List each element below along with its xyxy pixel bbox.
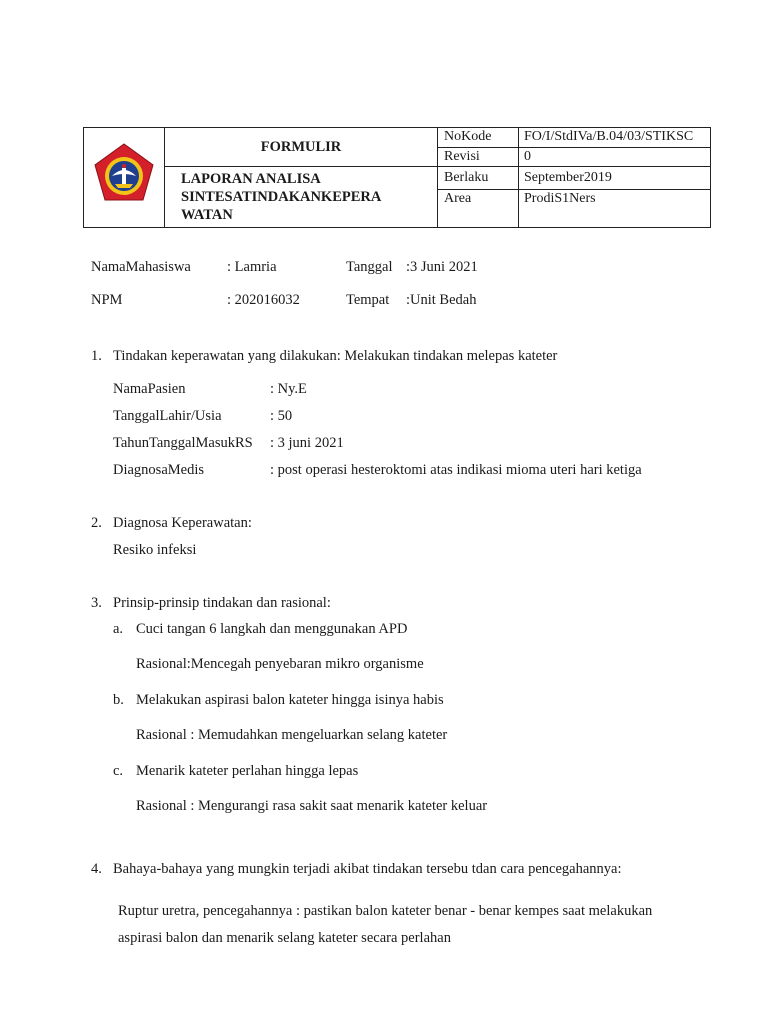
section-1-heading: Tindakan keperawatan yang dilakukan: Melakukan tindakan melepas kateter — [113, 348, 558, 364]
npm-value: : 202016032 — [227, 292, 300, 308]
form-subject — [165, 167, 438, 228]
patient-name-label: NamaPasien — [113, 381, 186, 397]
patient-name-value: : Ny.E — [270, 381, 307, 397]
principle-b-text: Melakukan aspirasi balon kateter hingga isinya habis — [136, 692, 444, 708]
principle-a-letter: a. — [113, 621, 124, 637]
header-table — [83, 127, 711, 228]
principle-a-text: Cuci tangan 6 langkah dan menggunakan APD — [136, 621, 408, 637]
principle-b-rational: Rasional : Memudahkan mengeluarkan selang kateter — [136, 727, 448, 743]
header-label-nokode: NoKode — [438, 128, 519, 148]
principle-a-rational: Rasional:Mencegah penyebaran mikro organisme — [136, 656, 424, 672]
logo-cell — [84, 128, 165, 228]
medical-diagnosis-label: DiagnosaMedis — [113, 462, 205, 478]
admission-date-value: : 3 juni 2021 — [270, 435, 344, 451]
principle-c-text: Menarik kateter perlahan hingga lepas — [136, 763, 359, 779]
patient-age-label: TanggalLahir/Usia — [113, 408, 222, 424]
header-value-area: ProdiS1Ners — [519, 190, 711, 228]
section-4-heading: Bahaya-bahaya yang mungkin terjadi akibat tindakan tersebu tdan cara pencegahannya: — [113, 861, 622, 877]
header-value-revisi: 0 — [519, 147, 711, 167]
place-value: :Unit Bedah — [406, 292, 477, 308]
section-4-number: 4. — [91, 861, 102, 877]
header-label-revisi: Revisi — [438, 147, 519, 167]
patient-age-value: : 50 — [270, 408, 293, 424]
principle-c-rational: Rasional : Mengurangi rasa sakit saat menarik kateter keluar — [136, 798, 488, 814]
header-value-nokode: FO/I/StdIVa/B.04/03/STIKSC — [519, 128, 711, 148]
principle-b-letter: b. — [113, 692, 124, 708]
section-2-number: 2. — [91, 515, 102, 531]
institution-emblem-icon — [91, 142, 157, 208]
principle-c-letter: c. — [113, 763, 124, 779]
date-value: :3 Juni 2021 — [406, 259, 478, 275]
header-label-berlaku: Berlaku — [438, 167, 519, 190]
section-3-number: 3. — [91, 595, 102, 611]
section-1-number: 1. — [91, 348, 102, 364]
header-value-berlaku: September2019 — [519, 167, 711, 190]
form-title: FORMULIR — [165, 128, 438, 167]
section-2-heading: Diagnosa Keperawatan: — [113, 515, 252, 531]
section-3-heading: Prinsip-prinsip tindakan dan rasional: — [113, 595, 331, 611]
nursing-diagnosis: Resiko infeksi — [113, 542, 197, 558]
medical-diagnosis-value: : post operasi hesteroktomi atas indikasi mioma uteri hari ketiga — [270, 462, 642, 478]
place-label: Tempat — [346, 292, 390, 308]
npm-label: NPM — [91, 292, 123, 308]
form-subject-line: SINTESATINDAKANKEPERA — [181, 189, 382, 205]
student-name-value: : Lamria — [227, 259, 277, 275]
hazard-prevention-line: aspirasi balon dan menarik selang kateter secara perlahan — [118, 930, 451, 946]
form-subject-line: LAPORAN ANALISA — [181, 171, 321, 187]
header-label-area: Area — [438, 190, 519, 228]
hazard-prevention-line: Ruptur uretra, pencegahannya : pastikan balon kateter benar - benar kempes saat melakukan — [118, 903, 653, 919]
form-subject-line: WATAN — [181, 207, 233, 223]
admission-date-label: TahunTanggalMasukRS — [113, 435, 253, 451]
student-name-label: NamaMahasiswa — [91, 259, 191, 275]
date-label: Tanggal — [346, 259, 393, 275]
